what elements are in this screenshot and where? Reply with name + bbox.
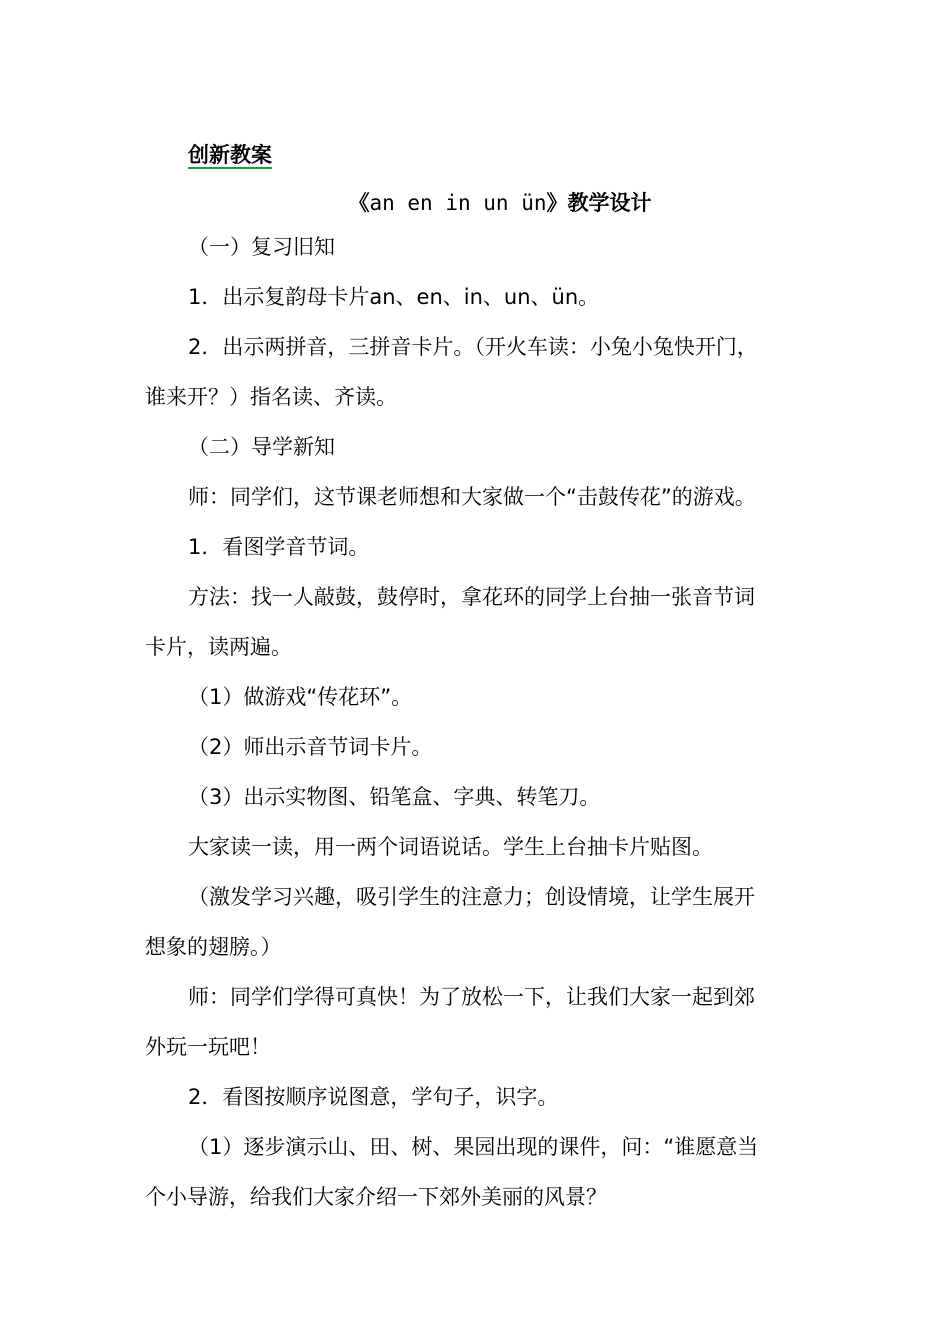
- paragraph-line: （激发学习兴趣，吸引学生的注意力；创设情境，让学生展开: [188, 885, 755, 909]
- paragraph-line: （1）做游戏“传花环”。: [188, 685, 413, 709]
- paragraph-line: 谁来开？）指名读、齐读。: [145, 385, 397, 409]
- doc-label: 创新教案: [188, 143, 272, 167]
- section-heading-new: （二）导学新知: [188, 435, 335, 459]
- paragraph-line: 师：同学们学得可真快！为了放松一下，让我们大家一起到郊: [188, 985, 755, 1009]
- paragraph-line: 大家读一读，用一两个词语说话。学生上台抽卡片贴图。: [188, 835, 713, 859]
- section-heading-review: （一）复习旧知: [188, 235, 335, 259]
- paragraph-line: 个小导游，给我们大家介绍一下郊外美丽的风景？: [145, 1185, 607, 1209]
- paragraph-line: 外玩一玩吧！: [145, 1035, 271, 1059]
- paragraph-line: （1）逐步演示山、田、树、果园出现的课件，问：“谁愿意当: [188, 1135, 759, 1159]
- paragraph-line: 1．看图学音节词。: [188, 535, 370, 559]
- paragraph-line: （2）师出示音节词卡片。: [188, 735, 433, 759]
- doc-title: 《an en in un ün》教学设计: [348, 191, 652, 215]
- paragraph-line: 方法：找一人敲鼓，鼓停时，拿花环的同学上台抽一张音节词: [188, 585, 755, 609]
- paragraph-line: 2．出示两拼音，三拼音卡片。（开火车读：小兔小兔快开门，: [188, 335, 758, 359]
- paragraph-line: 想象的翅膀。）: [145, 935, 282, 959]
- paragraph-line: 师：同学们，这节课老师想和大家做一个“击鼓传花”的游戏。: [188, 485, 756, 509]
- paragraph-line: 2．看图按顺序说图意，学句子，识字。: [188, 1085, 559, 1109]
- paragraph-line: （3）出示实物图、铅笔盒、字典、转笔刀。: [188, 785, 601, 809]
- paragraph-line: 1．出示复韵母卡片an、en、in、un、ün。: [188, 285, 600, 309]
- paragraph-line: 卡片，读两遍。: [145, 635, 292, 659]
